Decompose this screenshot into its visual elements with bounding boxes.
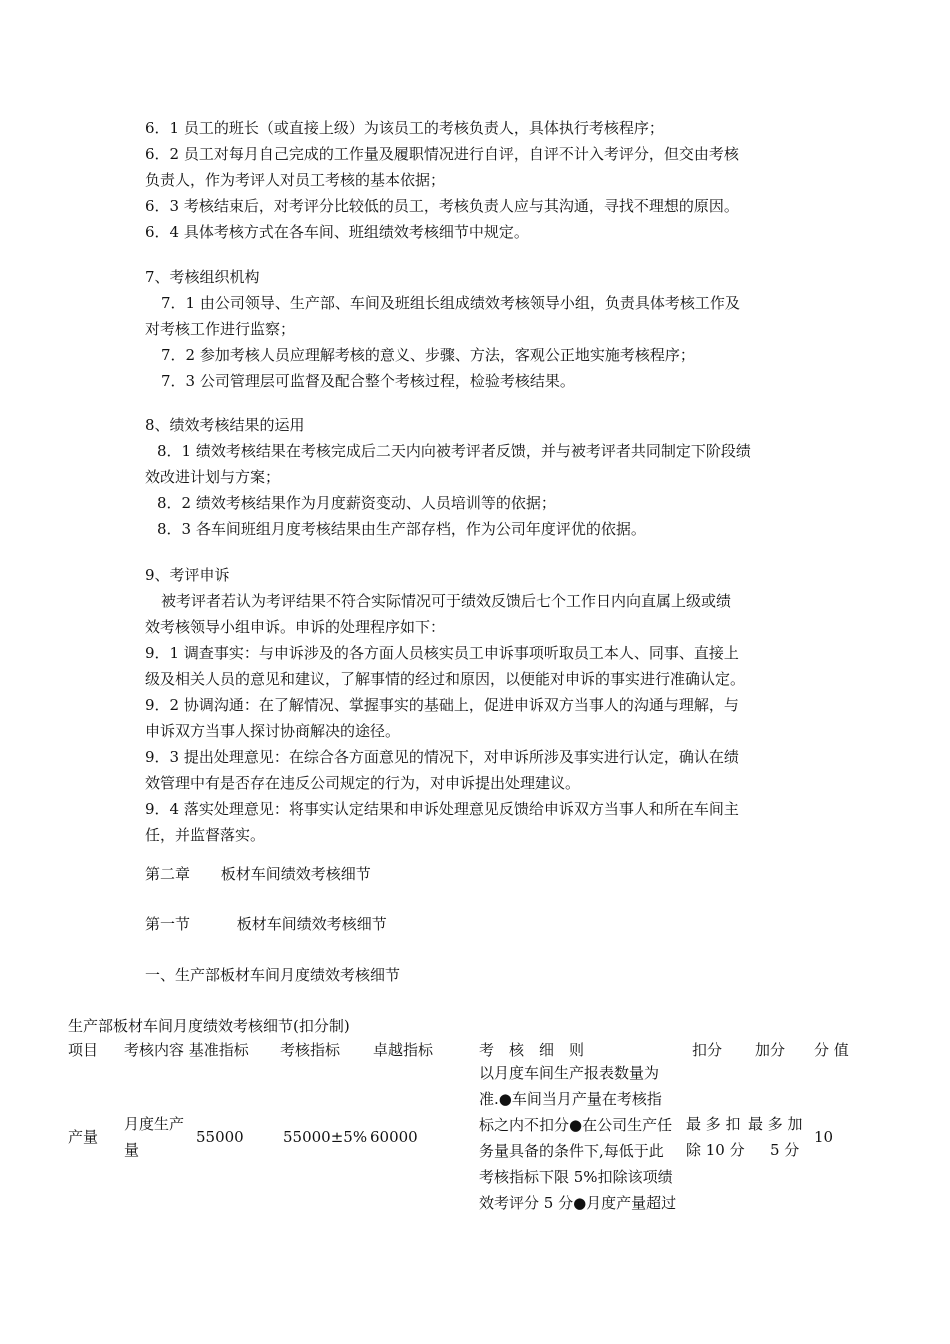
rules-line: 效考评分 5 分●月度产量超过 <box>479 1194 677 1212</box>
rules-line: 标之内不扣分●在公司生产任 <box>479 1116 673 1134</box>
rules-line: 以月度车间生产报表数量为 <box>479 1064 660 1082</box>
paragraph-line: 被考评者若认为考评结果不符合实际情况可于绩效反馈后七个工作日内向直属上级或绩 <box>161 592 732 610</box>
cell-item: 产量 <box>68 1128 99 1146</box>
paragraph-line: 6．1 员工的班长（或直接上级）为该员工的考核负责人，具体执行考核程序； <box>145 119 664 137</box>
paragraph-line: 效改进计划与方案； <box>145 468 281 486</box>
chapter-heading <box>145 861 371 887</box>
cell-add-line2: 5 分 <box>770 1141 800 1159</box>
paragraph-line: 8．3 各车间班组月度考核结果由生产部存档，作为公司年度评优的依据。 <box>157 520 646 538</box>
section-9 <box>145 562 745 848</box>
section-title: 板材车间绩效考核细节 <box>236 915 387 933</box>
header-excellent: 卓越指标 <box>373 1041 434 1059</box>
paragraph-line: 7．3 公司管理层可监督及配合整个考核过程，检验考核结果。 <box>161 372 575 390</box>
header-content-base: 考核内容 基准指标 <box>124 1041 249 1059</box>
paragraph-line: 效考核领导小组申诉。申诉的处理程序如下： <box>145 618 446 636</box>
cell-content-line1: 月度生产 <box>124 1115 185 1133</box>
header-item: 项目 <box>68 1041 99 1059</box>
cell-target: 55000±5% <box>283 1128 368 1146</box>
subsection-heading: 一、生产部板材车间月度绩效考核细节 <box>145 966 401 984</box>
chapter-title: 板材车间绩效考核细节 <box>220 865 371 883</box>
paragraph-line: 8．1 绩效考核结果在考核完成后二天内向被考评者反馈，并与被考评者共同制定下阶段绩 <box>157 442 751 460</box>
paragraph-line: 7．2 参加考核人员应理解考核的意义、步骤、方法，客观公正地实施考核程序； <box>161 346 695 364</box>
paragraph-line: 效管理中有是否存在违反公司规定的行为，对申诉提出处理建议。 <box>145 774 581 792</box>
paragraph-line: 申诉双方当事人探讨协商解决的途径。 <box>145 722 401 740</box>
rules-line: 务量具备的条件下,每低于此 <box>479 1142 664 1160</box>
paragraph-line: 6．3 考核结束后，对考评分比较低的员工，考核负责人应与其沟通，寻找不理想的原因。 <box>145 197 739 215</box>
section-8 <box>145 412 751 542</box>
paragraph-line: 级及相关人员的意见和建议，了解事情的经过和原因，以便能对申诉的事实进行准确认定。 <box>145 670 746 688</box>
paragraph-line: 7．1 由公司领导、生产部、车间及班组长组成绩效考核领导小组，负责具体考核工作及 <box>161 294 740 312</box>
rules-line: 考核指标下限 5%扣除该项绩 <box>479 1168 673 1186</box>
paragraph-line: 9．4 落实处理意见：将事实认定结果和申诉处理意见反馈给申诉双方当事人和所在车间主 <box>145 800 739 818</box>
section-heading: 8、绩效考核结果的运用 <box>145 416 305 434</box>
cell-base: 55000 <box>196 1128 244 1146</box>
cell-add-line1: 最 多 加 <box>748 1115 803 1133</box>
cell-excellent: 60000 <box>370 1128 418 1146</box>
header-target: 考核指标 <box>280 1041 341 1059</box>
paragraph-line: 任，并监督落实。 <box>145 826 266 844</box>
cell-rules <box>479 1060 676 1216</box>
section-heading-1 <box>145 911 387 937</box>
cell-score: 10 <box>814 1128 834 1146</box>
paragraph-line: 6．4 具体考核方式在各车间、班组绩效考核细节中规定。 <box>145 223 529 241</box>
section-6 <box>145 115 739 245</box>
paragraph-line: 对考核工作进行监察； <box>145 320 296 338</box>
paragraph-line: 9．1 调查事实：与申诉涉及的各方面人员核实员工申诉事项听取员工本人、同事、直接上 <box>145 644 739 662</box>
table-caption: 生产部板材车间月度绩效考核细节(扣分制) <box>68 1017 350 1035</box>
header-rules: 考 核 细 则 <box>479 1041 585 1059</box>
paragraph-line: 9．2 协调沟通：在了解情况、掌握事实的基础上，促进申诉双方当事人的沟通与理解，与 <box>145 696 739 714</box>
header-score: 分 值 <box>814 1041 849 1059</box>
header-deduct: 扣分 <box>692 1041 723 1059</box>
section-7 <box>145 264 740 394</box>
paragraph-line: 6．2 员工对每月自己完成的工作量及履职情况进行自评，自评不计入考评分，但交由考核 <box>145 145 739 163</box>
section-heading: 9、考评申诉 <box>145 566 230 584</box>
cell-deduct-line2: 除 10 分 <box>686 1141 745 1159</box>
section-number: 第一节 <box>145 915 191 933</box>
paragraph-line: 8．2 绩效考核结果作为月度薪资变动、人员培训等的依据； <box>157 494 556 512</box>
paragraph-line: 9．3 提出处理意见：在综合各方面意见的情况下，对申诉所涉及事实进行认定，确认在绩 <box>145 748 739 766</box>
paragraph-line: 负责人，作为考评人对员工考核的基本依据； <box>145 171 446 189</box>
cell-deduct-line1: 最 多 扣 <box>686 1115 741 1133</box>
header-add: 加分 <box>755 1041 786 1059</box>
cell-content-line2: 量 <box>124 1141 140 1159</box>
chapter-number: 第二章 <box>145 865 191 883</box>
rules-line: 准.●车间当月产量在考核指 <box>479 1090 662 1108</box>
section-heading: 7、考核组织机构 <box>145 268 260 286</box>
